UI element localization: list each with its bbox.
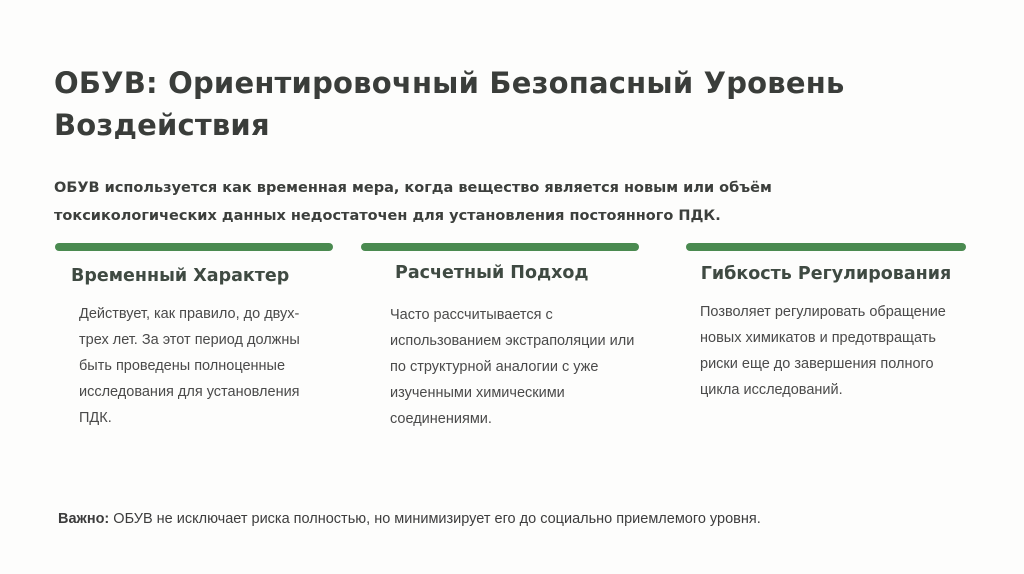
column-calculated-approach [361, 243, 639, 432]
note-label: Важно: [58, 511, 110, 527]
note-text: ОБУВ не исключает риска полностью, но минимизирует его до социально приемлемого уровня. [109, 511, 761, 527]
column-regulatory-flexibility [686, 243, 966, 403]
column-heading: Расчетный Подход [395, 263, 589, 283]
column-body: Позволяет регулировать обращение новых химикатов и предотвращать риски еще до завершения полного цикла исследований. [700, 304, 946, 398]
column-accent-bar [686, 243, 966, 251]
column-temporary-nature [55, 243, 333, 431]
column-accent-bar [361, 243, 639, 251]
important-note [58, 508, 761, 530]
column-body: Часто рассчитывается с использованием экстраполяции или по структурной аналогии с уже изученными химическими соединениями. [390, 307, 635, 427]
column-accent-bar [55, 243, 333, 251]
column-heading: Гибкость Регулирования [700, 264, 952, 284]
column-body: Действует, как правило, до двух-трех лет. За этот период должны быть проведены полноценные исследования для установления ПДК. [79, 306, 300, 426]
intro-text: ОБУВ используется как временная мера, когда вещество является новым или объём токсикологических данных недостаточен для установления постоянного ПДК. [54, 180, 772, 224]
slide-title: ОБУВ: Ориентировочный Безопасный Уровень Воздействия [54, 66, 845, 142]
column-heading: Временный Характер [71, 266, 290, 286]
